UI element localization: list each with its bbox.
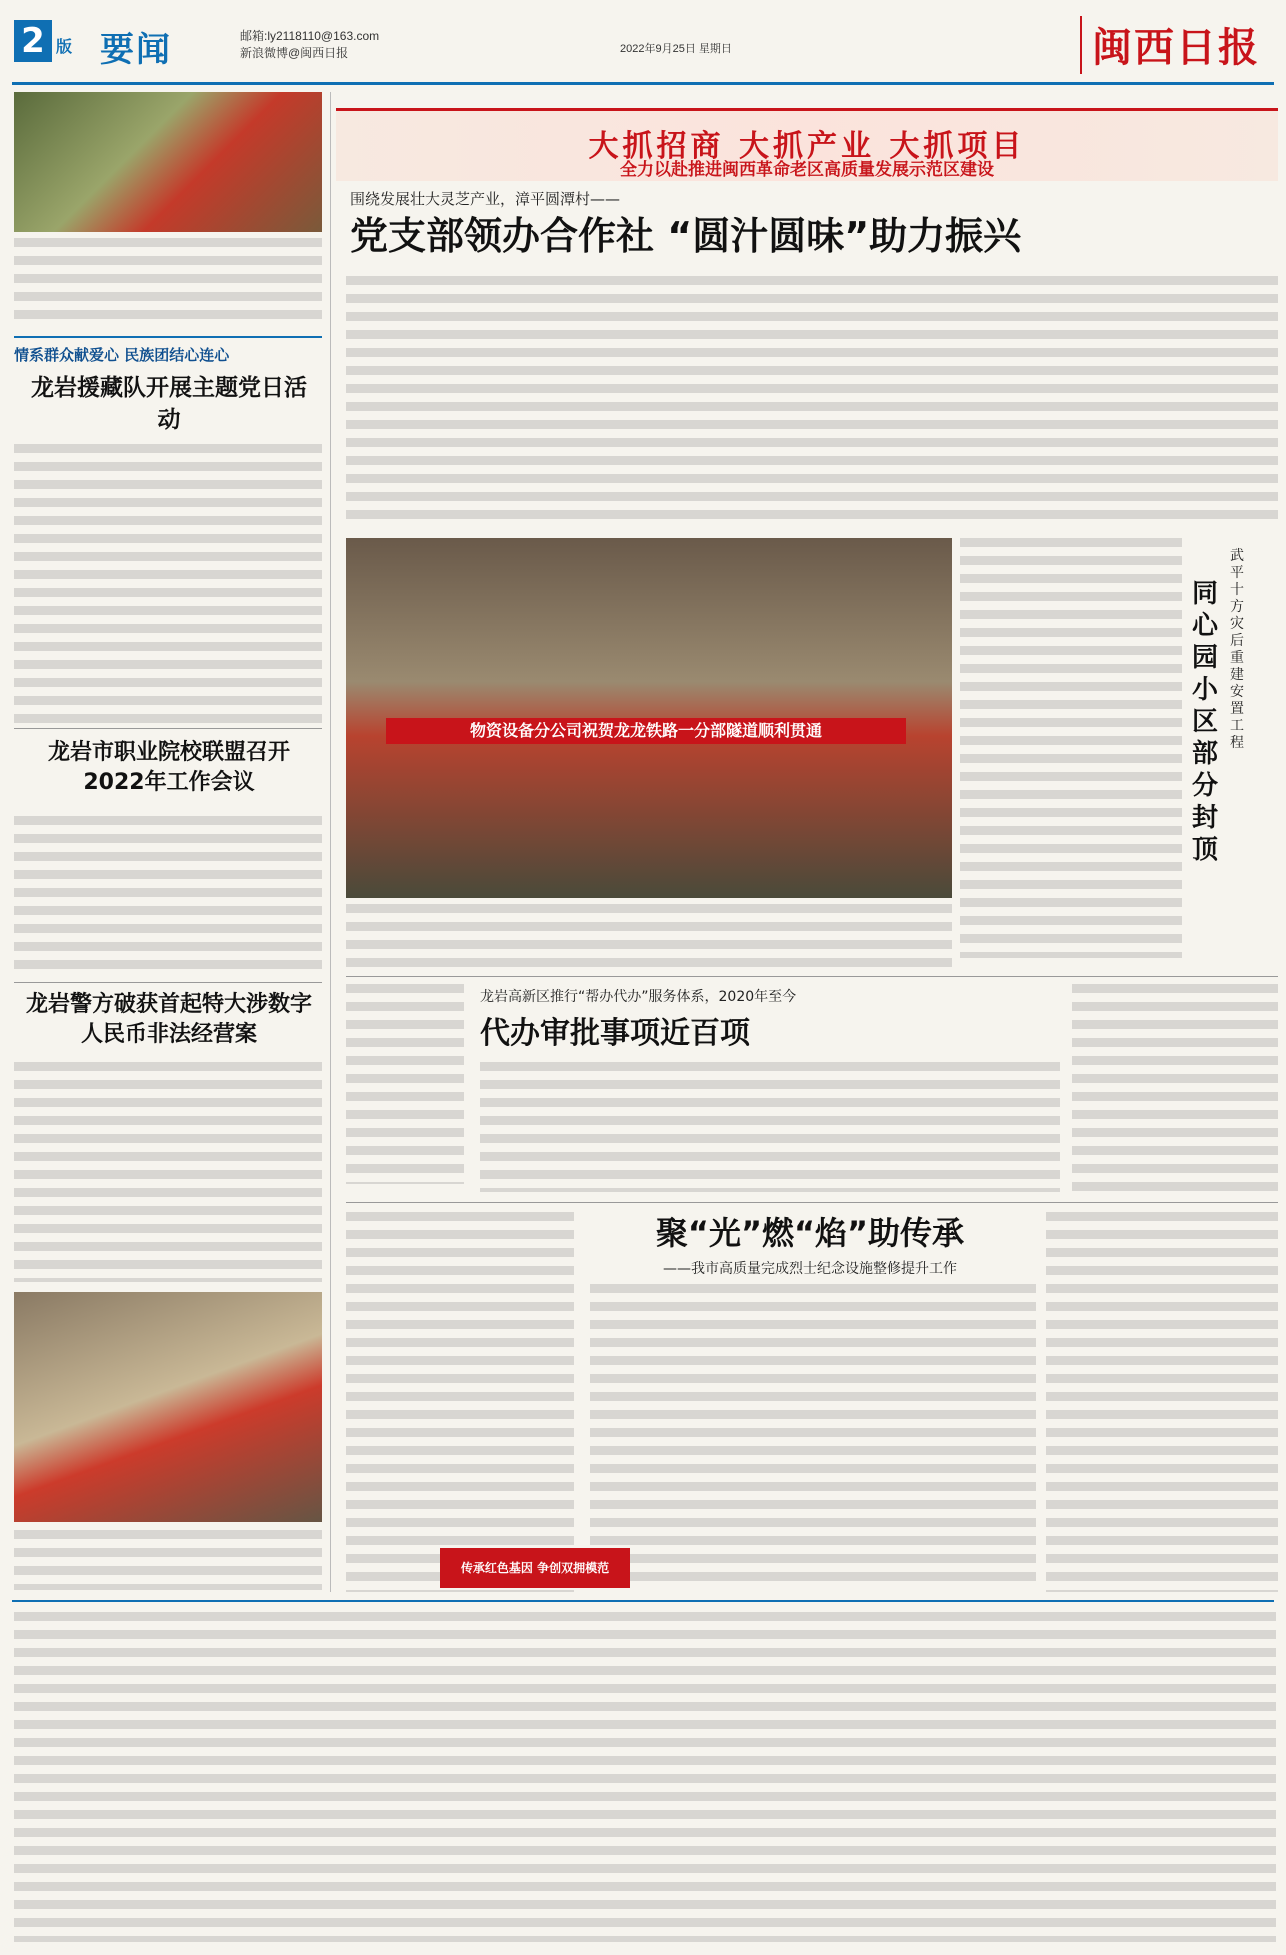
daiban-headline: 代办审批事项近百项 [480,1016,750,1051]
jiguang-body [590,1284,1036,1584]
tunnel-photo-caption [346,904,952,968]
main-story-body [346,276,1278,526]
footer-divider [12,1600,1274,1602]
bottom-left-caption-text [14,1530,322,1590]
story-headline: 龙岩援藏队开展主题党日活动 [31,375,307,433]
campaign-banner [336,108,1278,181]
daiban-body-right [1072,984,1278,1194]
photo-banner-text: 物资设备分公司祝贺龙龙铁路一分部隧道顺利贯通 [386,718,906,744]
story-body-text [14,816,322,976]
contact-info [240,28,379,62]
divider [14,982,322,983]
tunnel-photo [346,538,952,898]
header-divider [12,82,1274,85]
divider [14,728,322,729]
jiguang-headline: 聚“光”燃“焰”助传承 [655,1214,965,1252]
bottom-banner: 传承红色基因 争创双拥模范 [440,1548,630,1588]
column-rule [330,92,331,1592]
story-headline: 龙岩警方破获首起特大涉数字人民币非法经营案 [25,992,312,1047]
bottom-left-photo [14,1292,322,1522]
jiguang-body-left [346,1212,574,1592]
divider [14,336,322,338]
jiguang-body-right [1046,1212,1278,1592]
daiban-kicker: 龙岩高新区推行“帮办代办”服务体系，2020年至今 [480,989,797,1005]
main-kicker: 围绕发展壮大灵芝产业，漳平圆潭村—— [350,190,621,208]
page-header [0,0,1286,80]
divider [346,1202,1278,1203]
section-title: 要闻 [100,30,172,70]
masthead: 闽西日报 [1080,16,1286,74]
left-section-title: 情系群众献爱心 民族团结心连心 [14,346,230,364]
divider [346,976,1278,977]
jiguang-subhead: ——我市高质量完成烈士纪念设施整修提升工作 [663,1261,957,1277]
contact-weibo: 新浪微博@闽西日报 [240,46,349,60]
story-headline: 龙岩市职业院校联盟召开2022年工作会议 [47,740,290,795]
contact-email: 邮箱:ly2118110@163.com [240,29,380,43]
lower-page-content [14,1612,1276,1942]
top-left-caption-text [14,238,322,328]
side-kicker: 武平十方灾后重建安置工程 [1230,548,1244,751]
daiban-body [480,1062,1060,1192]
banner-line1: 大抓招商 大抓产业 大抓项目 [588,129,1026,164]
side-story-body [960,538,1182,958]
side-story [960,538,1278,978]
story-body-text [14,1062,322,1282]
daiban-body-left [346,984,464,1184]
page-number: 2 [14,20,52,62]
top-left-photo [14,92,322,232]
dateline: 2022年9月25日 星期日 [620,43,732,55]
story-body-text [14,444,322,724]
page-ban-label: 版 [56,37,73,56]
side-headline: 同心园小区部分封顶 [1192,579,1219,865]
banner-line2: 全力以赴推进闽西革命老区高质量发展示范区建设 [620,160,994,180]
main-headline: 党支部领办合作社 “圆汁圆味”助力振兴 [350,214,1022,258]
